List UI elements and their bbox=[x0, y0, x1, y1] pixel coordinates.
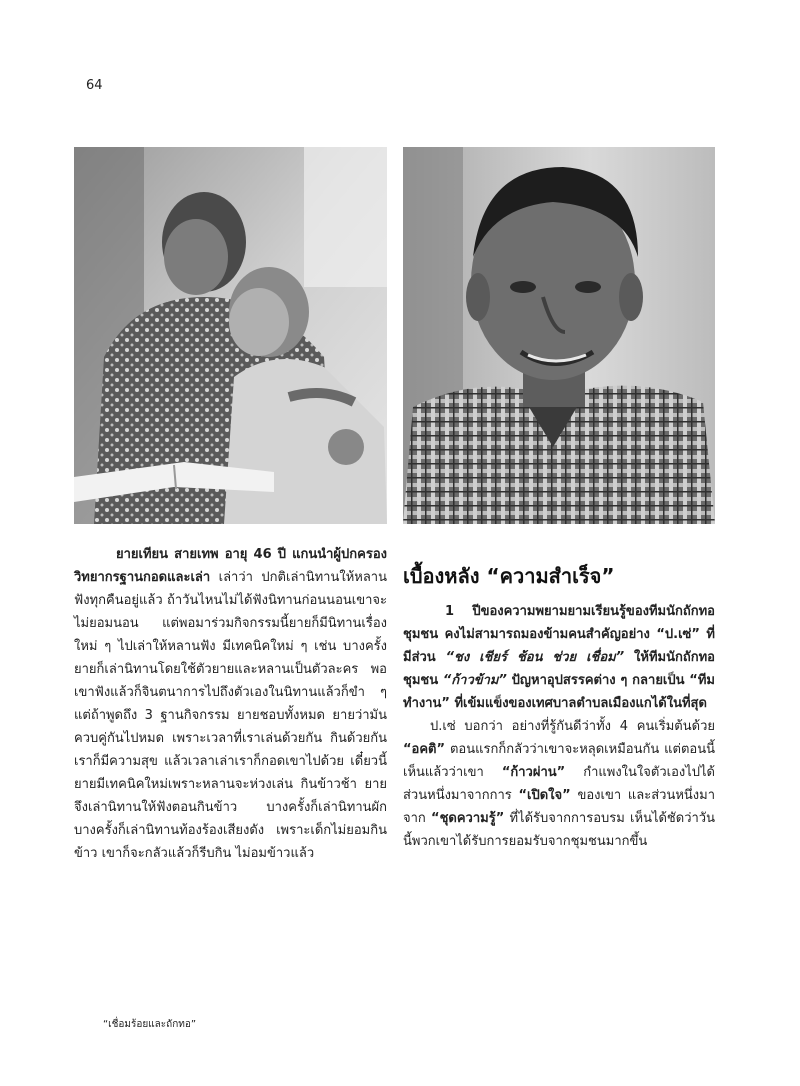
page-number: 64 bbox=[86, 78, 103, 93]
para2-text-e: กำแพงในใจตัวเองไปได้ ส่วนหนึ่งมาจากการ bbox=[403, 765, 715, 803]
man-portrait-photo bbox=[403, 147, 715, 524]
para2-bold-b: “อคติ” bbox=[403, 742, 446, 757]
para2-bold-d: “ก้าวผ่าน” bbox=[501, 765, 566, 780]
para2-bold-h: “ชุดความรู้” bbox=[431, 811, 505, 826]
para2-text-g: ของเขา และส่วนหนึ่งมาจาก bbox=[403, 788, 716, 826]
para2-text-i: ที่ได้รับจากการอบรม เห็นได้ชัดว่าวันนี้พวกเขาได้รับการยอมรับจากชุมชนมากขึ้น bbox=[403, 811, 715, 849]
para2-bold-f: “เปิดใจ” bbox=[518, 788, 571, 803]
left-paragraph bbox=[74, 543, 387, 865]
grandmother-reading-photo bbox=[74, 147, 387, 524]
footer-book-title: “เชื่อมร้อยและถักทอ” bbox=[103, 1019, 197, 1030]
right-paragraph-1 bbox=[403, 600, 715, 715]
right-column-text bbox=[403, 562, 715, 853]
para2-text-c: ตอนแรกก็กลัวว่าเขาจะหลุดเหมือนกัน แต่ตอนนี้เห็นแล้วว่าเขา bbox=[403, 742, 715, 780]
para1-text-a: 1 ปีของความพยามยามเรียนรู้ของทีมนักถักทอชุมชน คงไม่สามารถมองข้ามคนสำคัญอย่าง “ป.เซ่” ที่มีส่วน bbox=[403, 604, 715, 665]
para1-quote-b: “ชง เชียร์ ช้อน ช่วย เชื่อม” bbox=[445, 650, 625, 665]
left-body-text: เล่าว่า ปกติเล่านิทานให้หลานฟังทุกคืนอยู่แล้ว ถ้าวันไหนไม่ได้ฟังนิทานก่อนนอนเขาจะไม่ยอมนอน แต่พอมาร่วมกิจกรรมนี้ยายก็มีนิทานเรื่องใหม่ ๆ ไปเล่าให้หลานฟัง มีเทคนิคใหม่ ๆ เช่น บางครั้งยายก็เล่านิทานโดยใช้ตัวยายและหลานเป็นตัวละคร พอเขาฟังแล้วก็จินตนาการไปถึงตัวเองในนิทานแล้วก็ขำ ๆ แต่ถ้าพูดถึง 3 ฐานกิจกรรม ยายชอบทั้งหมด ยายว่ามันควบคู่กันไปหมด เพราะเวลาที่เราเล่นด้วยกัน กินด้วยกัน เราก็มีความสุข แล้วเวลาเล่าเราก็กอดเขาไปด้วย เดี๋ยวนี้ยายมีเทคนิคใหม่เพราะหลานจะห่วงเล่น กินข้าวช้า ยายจึงเล่านิทานให้ฟังตอนกินข้าว บางครั้งก็เล่านิทานผัก บางครั้งก็เล่านิทานท้องร้องเสียงดัง เพราะเด็กไม่ยอมกินข้าว เขาก็จะกลัวแล้วก็รีบกิน ไม่อมข้าวแล้ว bbox=[74, 570, 387, 861]
para2-text-a: ป.เซ่ บอกว่า อย่างที่รู้กันดีว่าทั้ง 4 คนเริ่มต้นด้วย bbox=[430, 719, 715, 734]
section-heading: เบื้องหลัง “ความสำเร็จ” bbox=[403, 564, 615, 588]
right-paragraph-2 bbox=[403, 715, 715, 853]
left-column-text bbox=[74, 543, 387, 865]
left-intro-bold: ยายเทียน สายเทพ อายุ 46 ปี แกนนำผู้ปกครอง วิทยากรฐานกอดและเล่า bbox=[74, 547, 387, 585]
para1-quote-d: “ก้าวข้าม” bbox=[442, 673, 507, 688]
para1-text-e: ปัญหาอุปสรรคต่าง ๆ กลายเป็น “ทีมทำงาน” ที่เข้มแข็งของเทศบาลตำบลเมืองแกได้ในที่สุด bbox=[403, 673, 715, 711]
para1-text-c: ให้ทีมนักถักทอชุมชน bbox=[403, 650, 715, 688]
